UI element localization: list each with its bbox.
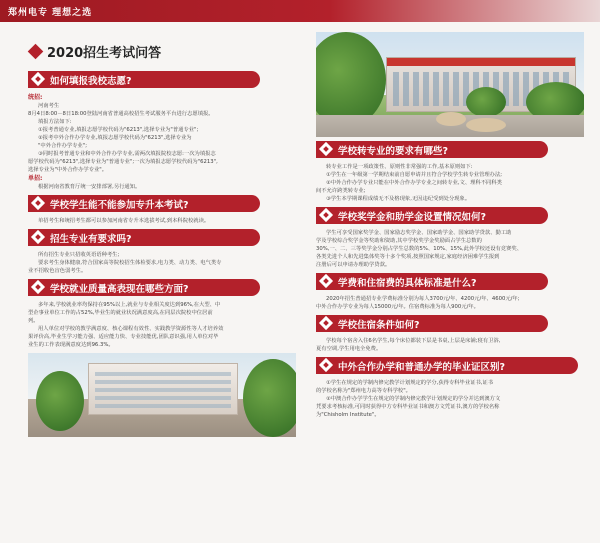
paragraph-line: 型企事业单位工作的占52%,毕业生的就业状况满意度高,在同层次院校中位居前 (28, 310, 213, 316)
paragraph-line: 学校每个宿舍入住6名学生,每个床位都装下层是书桌,上层是床铺;寝有卫浴, (326, 338, 501, 344)
paragraph-line: 凭要求考核标准,可同时获得中方专科毕业证书和澳方文凭证书,澳方的学校名称 (316, 404, 500, 410)
paragraph-line: 要求考生身体健康,符合国家高等院校招生体检要求,电力类、动力类、电气类专 (38, 260, 222, 266)
paragraph-line: 转专业工作是一项政策性、原则性非常强的工作,基本原则如下: (326, 164, 473, 170)
paragraph-line: 8月4日8:00－8日18:00登陆河南省普通高校招生考试服务平台进行志愿填报。 (28, 111, 214, 117)
paragraph-line: 各类先进个人和先进集体奖等十多个奖项,按照国家规定,家庭经济困难学生报到 (316, 254, 500, 260)
building-shape (88, 363, 238, 415)
section-title: 学校奖学金和助学金设置情况如何? (338, 211, 487, 223)
paragraph-line: 填报方法如下: (38, 119, 72, 125)
section-header-dorm (316, 315, 548, 332)
paragraph-line: 业不招收色盲色弱考生。 (28, 268, 87, 274)
section-title: 学费和住宿费的具体标准是什么? (338, 277, 477, 289)
paragraph-line: 所有招生专业只招收英语语种考生; (38, 252, 120, 258)
paragraph-line: 多年来,学校就业率均保持在95%以上,就业与专业相关度达到96%,在大型、中 (38, 302, 221, 308)
paragraph-line: 用人单位对学校的教学满意度、核心课程有效性、实践教学资源性等人才培养效 (38, 326, 224, 332)
paragraph-line: 夏有空调,学生用电全免费。 (316, 346, 382, 352)
paragraph-line: 2020年招生普通招专业学费标准分别为每人3700元/年、4200元/年、4600元/年; (326, 296, 520, 302)
paragraph-line: ②中外合作办学专业只能在中外合作办学专业之间转专业,文、理科不同科类 (326, 180, 502, 186)
section-header-major-requirement (28, 229, 260, 246)
paragraph-line: 30%,一、二、三等奖学金分别占学生总数的5%、10%、15%,此外学校还设有竞赛奖、 (316, 246, 522, 252)
paragraph-line: 单招考生和统招考生都可以参加河南省专升本选拔考试,到本科院校就读。 (38, 218, 210, 224)
paragraph-line: ②中澳合作办学学生在规定的学制内修完教学计划规定的学分并达到澳方文 (326, 396, 501, 402)
section-title: 中外合作办学和普通办学的毕业证区别? (338, 361, 506, 373)
section-title: 学校就业质量高表现在哪些方面? (50, 283, 189, 295)
diamond-icon (28, 44, 44, 60)
campus-photo-bottom (28, 353, 296, 437)
diamond-icon (31, 230, 45, 244)
diamond-icon (31, 280, 45, 294)
section-title: 如何填报我校志愿? (50, 75, 132, 87)
paragraph-line: 果评价高,毕业生学习能力强、适应能力快、专业技能优,团队意识强,用人单位对毕 (28, 334, 219, 340)
paragraph-line: 中外合作办学专业为每人15000元/年。住宿费标准为每人900元/年。 (316, 304, 479, 310)
section-header-diploma (316, 357, 578, 374)
header-brand: 郑州电专 理想之选 (8, 8, 93, 18)
paragraph-line: 愿学校代码为"6213",选择专业为"普通专业";一次为填报志愿学校代码为"6213", (28, 159, 218, 165)
paragraph-line: 间不允许跨类转专业; (316, 188, 366, 194)
paragraph-line: "中外合作办学专业"; (38, 143, 88, 149)
left-column (28, 40, 296, 437)
paragraph-line: ①报考普通专业,填报志愿学校代码为"6213",选择专业为"普通专业"; (38, 127, 199, 133)
paragraph-line: 河南考生 (38, 103, 60, 109)
paragraph-line: 学生可享受国家奖学金、国家励志奖学金、国家助学金、国家助学贷款、勤工助 (326, 230, 512, 236)
section-title: 招生专业有要求吗? (50, 233, 132, 245)
label-plan: 统招: (28, 94, 43, 101)
paragraph-line: ①学生在一年级第一学期结束前自愿申请并且符合学校学生转专业管理办法; (326, 172, 503, 178)
section-header-fees (316, 273, 548, 290)
diamond-icon (31, 196, 45, 210)
diamond-icon (319, 316, 333, 330)
paragraph-line: 列。 (28, 318, 39, 324)
paragraph-line: ③同时报考普通专业和中外合作办学专业,需两次填报院校志愿:一次为填报志 (38, 151, 216, 157)
paragraph-line: 的学校名称为"郑州电力高等专科学校"。 (316, 388, 411, 394)
diamond-icon (319, 208, 333, 222)
diamond-icon (319, 142, 333, 156)
section-header-apply (28, 71, 260, 88)
paragraph-line: ②报考中外合作办学专业,填报志愿学校代码为"6213",选择专业为 (38, 135, 192, 141)
section-header-scholarship (316, 207, 548, 224)
paragraph-line: 业生的工作表现满意度达到96.3%。 (28, 342, 114, 348)
page-title-row (28, 42, 296, 61)
section-header-transfer (316, 141, 548, 158)
section-title: 学校转专业的要求有哪些? (338, 145, 449, 157)
paragraph-line: ①学生在规定的学制内修完教学计划规定的学分,获得专科毕业证书,证书 (326, 380, 494, 386)
section-header-employment (28, 279, 260, 296)
page-title: 2020招生考试问答 (47, 46, 162, 61)
section-header-upgrade (28, 195, 260, 212)
section-title: 学校学生能不能参加专升本考试? (50, 199, 189, 211)
paragraph-line: 根据河南省教育厅统一安排部署,另行通知。 (38, 184, 141, 190)
label-single: 单招: (28, 175, 43, 182)
paragraph-line: 学及学校综合奖学金等奖助和资助,其中学校奖学金奖励面占学生总数的 (316, 238, 482, 244)
diamond-icon (319, 274, 333, 288)
diamond-icon (319, 358, 333, 372)
paragraph-line: 选择专业为"中外合作办学专业"。 (28, 167, 108, 173)
paragraph-line: 注册后可以申请办理助学贷款。 (316, 262, 391, 268)
right-column (316, 40, 584, 419)
header-bar (0, 0, 600, 22)
campus-photo-top (316, 32, 584, 137)
paragraph-line: 为"Chisholm Institute"。 (316, 412, 380, 418)
section-title: 学校住宿条件如何? (338, 319, 420, 331)
diamond-icon (31, 72, 45, 86)
paragraph-line: ③学生本学期课程成绩无不及格现象,无因违纪受到处分现象。 (326, 196, 471, 202)
